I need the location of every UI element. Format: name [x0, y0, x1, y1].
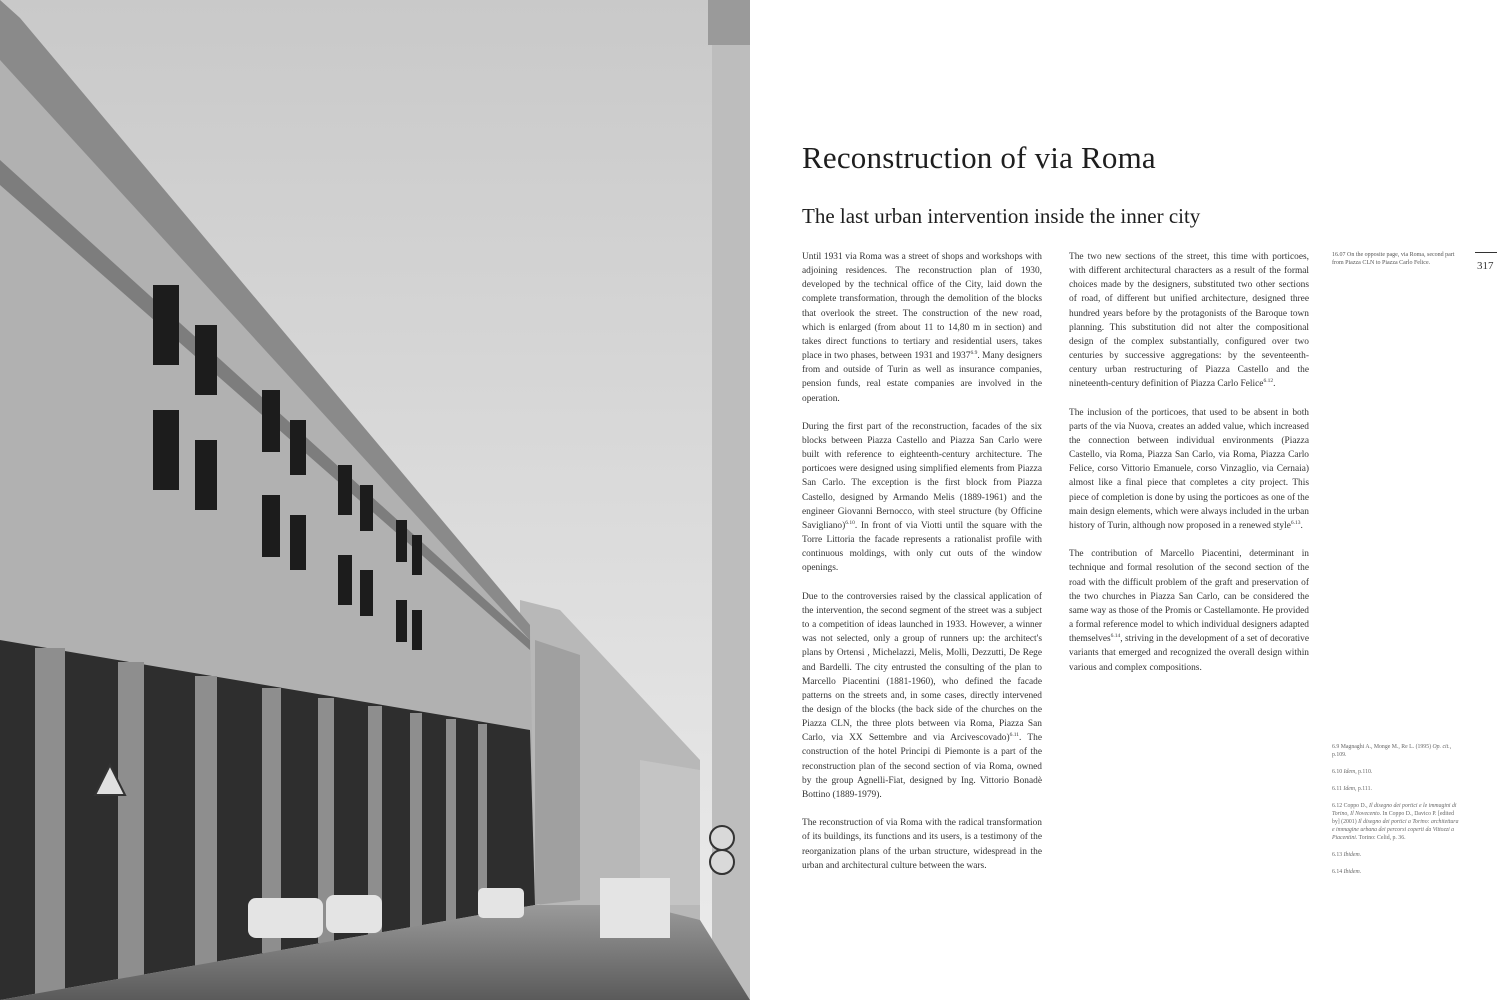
paragraph: The contribution of Marcello Piacentini, determinant in technique and formal resolution of the second section of the road with the difficult problem of the graft and preservation of the two churches in Piazza San Carlo, can be considered the same way as those of the Promis or Castellamonte. He provided a formal reference model to which individual designers adapted themselves$^{6.14}$, striving in the development of a set of decorative variants that emerged and recognized the overall design within various and complex compositions.	[1069, 549, 1309, 673]
footnote-ref: 6.13	[1290, 519, 1301, 526]
text-column-1	[802, 250, 1042, 887]
footnote: 6.11 Idem, p.111.	[1332, 786, 1372, 792]
footnote-ref: 6.14	[1110, 633, 1121, 640]
paragraph: Until 1931 via Roma was a street of shops and workshops with adjoining residences. The reconstruction plan of 1930, developed by the technical office of the City, laid down the complete transformation, through the demolition of the blocks that overlook the street. The construction of the new road, which is enlarged (from about 11 to 14,80 m in section) and takes direct functions to tertiary and residential users, takes place in two phases, between 1931 and 1937$^{6.9}$. Many designers from and outside of Turin as well as insurance companies, pension funds, real estate companies are involved in the operation.	[802, 252, 1042, 404]
page-number: 317	[1477, 260, 1494, 272]
paragraph: The two new sections of the street, this time with porticoes, with different architectural characters as a result of the formal choices made by the designers, substituted two other sections of road, of different but unified architecture, designed three hundred years before by the protagonists of the Baroque town planning. This substitution did not alter the compositional design of the complex substantially, configured over two centuries by successive aggregations: by the seventeenth-century urban restructuring of Piazza Castello and the nineteenth-century definition of Piazza Carlo Felice$^{6.12}$.	[1069, 252, 1309, 390]
footnote-ref: 6.9	[970, 349, 978, 356]
paragraph: The reconstruction of via Roma with the radical transformation of its buildings, its functions and its users, is a testimony of the reorganization plans of the urban structure, widespread in the urban and architectural culture between the wars.	[802, 818, 1042, 871]
text-column-2	[1069, 250, 1309, 689]
page-number-rule	[1475, 252, 1497, 253]
footnote-ref: 6.10	[845, 519, 855, 526]
footnote: 6.12 Coppo D., Il disegno dei portici e le immagini di Torino, Il Novecento. In Coppo D., Davico P. [edited by] (2001) Il disegno dei portici a Torino: architettura e immagine urbana dei percorsi coperti da Vittozzi a Piacentini. Torino: Celid, p. 36.	[1332, 803, 1459, 841]
footnote: 6.14 Ibidem.	[1332, 869, 1362, 875]
page-title: Reconstruction of via Roma	[802, 140, 1156, 175]
paragraph: Due to the controversies raised by the classical application of the intervention, the second segment of the street was a subject to a competition of ideas launched in 1933. However, a winner was not selected, only a group of runners up: the architect's plans by Ortensi , Michelazzi, Melis, Molli, Dezzutti, De Rege and Bardelli. The city entrusted the consulting of the plan to Marcello Piacentini (1881-1960), who defined the facade patterns on the streets and, in some cases, directly intervened the design of the blocks (the back side of the churches on the Piazza CLN, the three plots between via Roma, Piazza San Carlo, via XX Settembre and via Arcivescovado)$^{6.11}$. The construction of the hotel Principi di Piemonte is a part of the reconstruction plan of the second section of via Roma, owned by the group Agnelli-Fiat, designed by Ing. Vittorio Bonadè Bottino (1889-1979).	[802, 591, 1042, 800]
footnote: 6.9 Magnaghi A., Monge M., Re L. (1995) Op. cit., p.109.	[1332, 744, 1452, 758]
figure-caption: 16.07 On the opposite page, via Roma, second part from Piazza CLN to Piazza Carlo Felice.	[1332, 252, 1455, 266]
paragraph: The inclusion of the porticoes, that used to be absent in both parts of the via Nuova, creates an added value, which increased the connection between individual environments (Piazza Castello, via Roma, Piazza San Carlo, via Roma, Piazza Carlo Felice, corso Vittorio Emanuele, corso Vinzaglio, via Cernaia) almost like a final piece that completes a city project. This piece of completion is done by using the porticoes as one of the main design elements, which were always included in the urban history of Turin, although now proposed in a renewed style$^{6.13}$.	[1069, 407, 1309, 531]
footnote-ref: 6.12	[1263, 378, 1274, 385]
footnote-ref: 6.11	[1009, 732, 1019, 739]
footnote: 6.10 Idem, p.110.	[1332, 769, 1373, 775]
footnote: 6.13 Ibidem.	[1332, 852, 1362, 858]
footnotes	[1332, 743, 1460, 885]
paragraph: During the first part of the reconstruction, facades of the six blocks between Piazza Castello and Piazza San Carlo were built with reference to eighteenth-century architecture. The porticoes were designed using simplified elements from Piazza San Carlo. The exception is the first block from Piazza Castello, designed by Armando Melis (1889-1961) and the engineer Giovanni Bernocco, with steel structure (by Officine Savigliano)$^{6.10}$. In front of via Viotti until the square with the Torre Littoria the facade represents a rationalist profile with continuous moldings, with only cut outs of the window openings.	[802, 421, 1042, 574]
page-subtitle: The last urban intervention inside the inner city	[802, 204, 1201, 228]
